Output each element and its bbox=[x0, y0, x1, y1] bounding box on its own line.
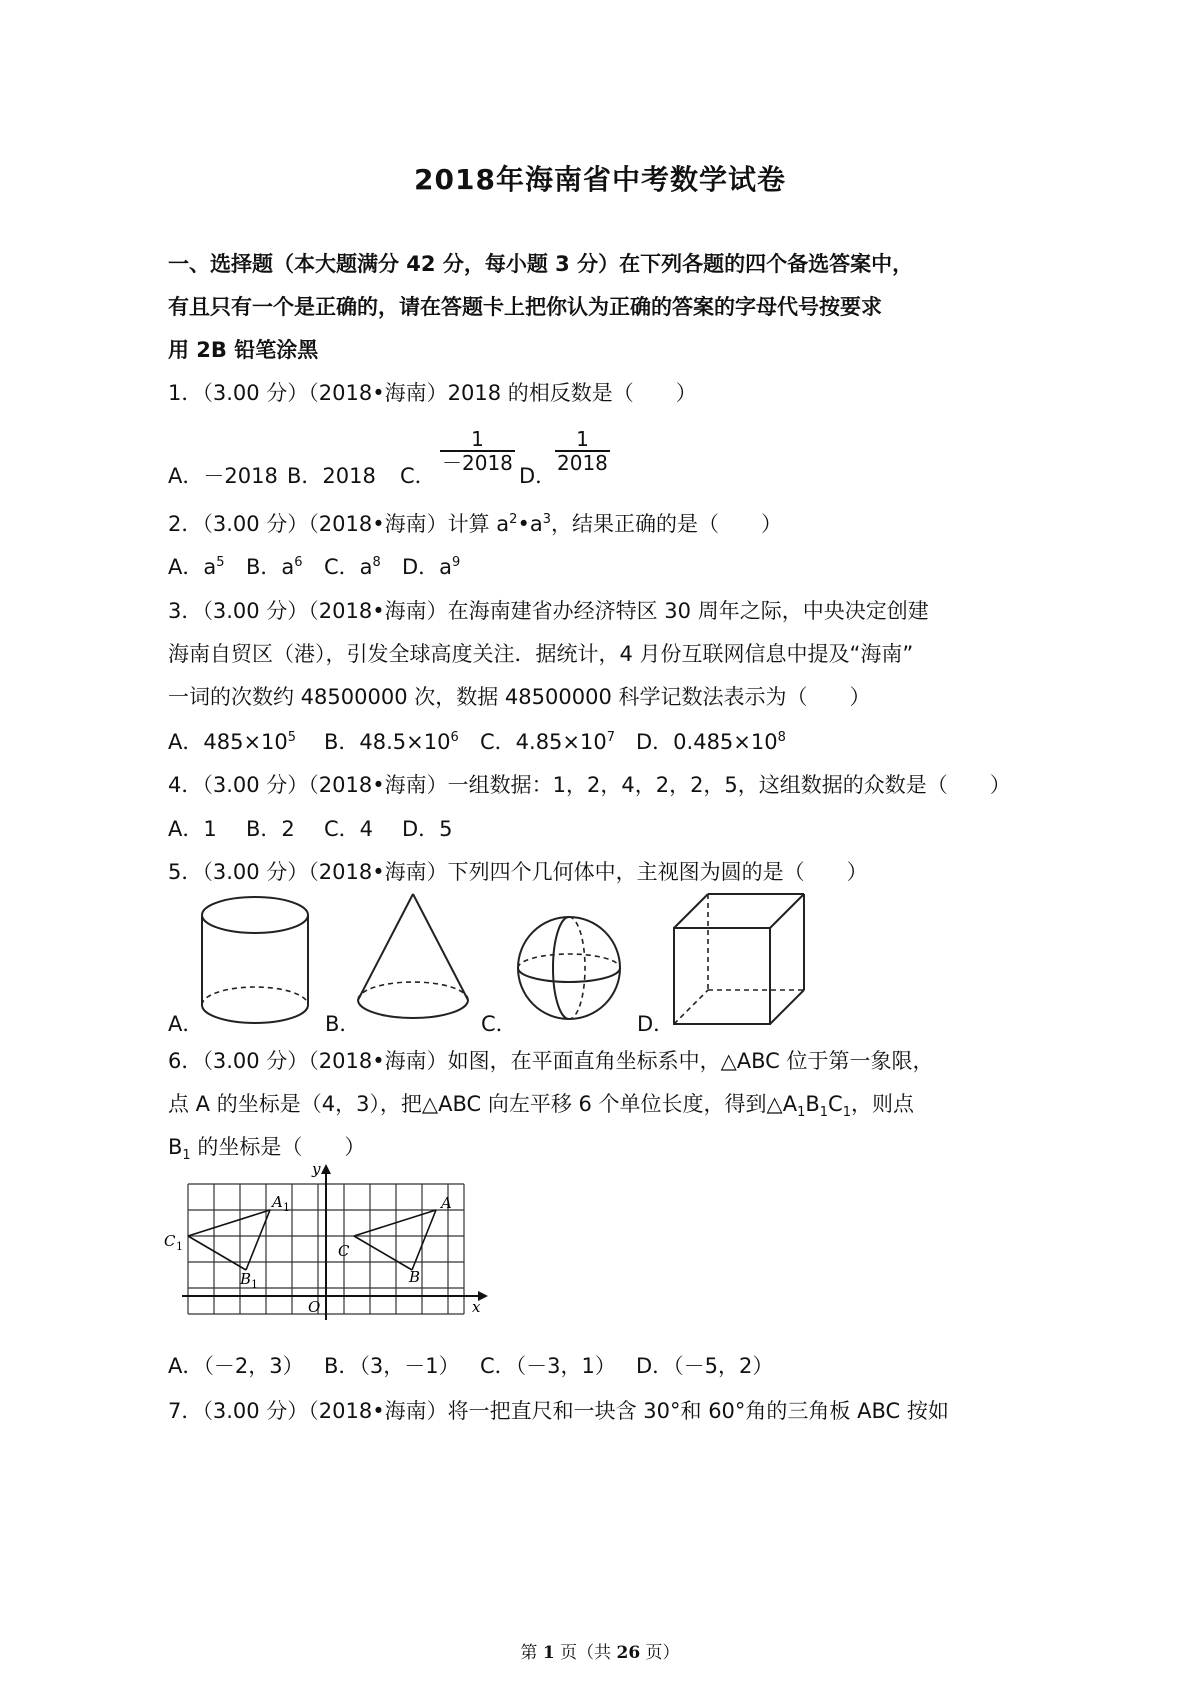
question-1-option-a: A．－2018 bbox=[168, 464, 278, 488]
question-4-option-d: D．5 bbox=[402, 817, 453, 841]
question-6-line-3: $B_1$ 的坐标是（ ） bbox=[168, 1135, 366, 1164]
page-footer: 第 1 页（共 26 页） bbox=[520, 1643, 680, 1663]
question-4-option-a: A．1 bbox=[168, 817, 217, 841]
point-label-c: C bbox=[338, 1242, 350, 1260]
point-label-a: A bbox=[441, 1194, 452, 1212]
page-total: 26 bbox=[616, 1643, 641, 1663]
question-4-stem: 4．（3.00 分）（2018•海南）一组数据：1，2，4，2，2，5，这组数据的众数是（ ） bbox=[168, 773, 1011, 797]
point-label-c1: C bbox=[164, 1232, 176, 1250]
question-6-line-1: 6．（3.00 分）（2018•海南）如图，在平面直角坐标系中，△ABC 位于第一象限， bbox=[168, 1049, 934, 1073]
fraction-denominator: 2018 bbox=[462, 451, 513, 475]
cylinder-figure bbox=[196, 893, 314, 1033]
fraction-numerator: 1 bbox=[576, 427, 589, 451]
y-axis-arrow bbox=[321, 1164, 331, 1174]
question-4-option-c: C．4 bbox=[324, 817, 374, 841]
point-label-c1-subscript: 1 bbox=[176, 1240, 183, 1253]
section-heading-line-1: 一、选择题（本大题满分 42 分，每小题 3 分）在下列各题的四个备选答案中， bbox=[168, 252, 914, 276]
question-2-option-c: C．$a^8$ bbox=[324, 555, 381, 579]
question-1-option-c-fraction bbox=[440, 428, 515, 474]
question-3-option-b: B．$48.5\times 10^6$ bbox=[324, 730, 459, 754]
question-3-option-c: C．$4.85\times 10^7$ bbox=[480, 730, 616, 754]
coordinate-grid-figure bbox=[160, 1160, 500, 1330]
section-heading-line-3: 用 2B 铅笔涂黑 bbox=[168, 338, 319, 362]
question-1-option-d-label: D． bbox=[519, 464, 557, 488]
question-3-option-a: A．$485\times 10^5$ bbox=[168, 730, 297, 754]
question-5-option-b: B． bbox=[325, 1012, 361, 1036]
point-label-a1: A bbox=[272, 1193, 283, 1211]
question-7-line-1: 7．（3.00 分）（2018•海南）将一把直尺和一块含 30°和 60°角的三角板 ABC 按如 bbox=[168, 1399, 949, 1423]
point-label-b: B bbox=[409, 1268, 421, 1286]
question-6-option-a: A．（－2，3） bbox=[168, 1354, 304, 1378]
fraction-sign: － bbox=[442, 451, 462, 475]
question-2-option-d: D．$a^9$ bbox=[402, 555, 461, 579]
cone-figure bbox=[352, 890, 474, 1030]
question-3-line-2: 海南自贸区（港），引发全球高度关注．据统计，4 月份互联网信息中提及“海南” bbox=[168, 642, 914, 666]
question-2-stem: 2．（3.00 分）（2018•海南）计算 $a^2•a^3$，结果正确的是（ ） bbox=[168, 512, 782, 536]
axis-label-x: x bbox=[472, 1298, 481, 1316]
question-5-option-c: C． bbox=[481, 1012, 517, 1036]
question-6-option-d: D．（－5，2） bbox=[636, 1354, 774, 1378]
page-number: 1 bbox=[542, 1643, 555, 1663]
point-label-b1: B bbox=[240, 1270, 252, 1288]
question-6-option-b: B．（3，－1） bbox=[324, 1354, 460, 1378]
question-1-stem: 1．（3.00 分）（2018•海南）2018 的相反数是（ ） bbox=[168, 381, 697, 405]
question-2-option-a: A．$a^5$ bbox=[168, 555, 225, 579]
question-4-option-b: B．2 bbox=[246, 817, 295, 841]
question-1-option-c-label: C． bbox=[400, 464, 436, 488]
question-5-option-a: A． bbox=[168, 1012, 204, 1036]
axis-label-y: y bbox=[312, 1160, 321, 1178]
question-3-line-1: 3．（3.00 分）（2018•海南）在海南建省办经济特区 30 周年之际，中央决定创建 bbox=[168, 599, 929, 623]
question-5-stem: 5．（3.00 分）（2018•海南）下列四个几何体中，主视图为圆的是（ ） bbox=[168, 860, 868, 884]
question-6-line-2: 点 A 的坐标是（4，3），把△ABC 向左平移 6 个单位长度，得到$\triangle A_1B_1C_1$，则点 bbox=[168, 1092, 914, 1121]
section-heading-line-2: 有且只有一个是正确的，请在答题卡上把你认为正确的答案的字母代号按要求 bbox=[168, 295, 882, 319]
sphere-figure bbox=[514, 913, 624, 1023]
point-label-b1-subscript: 1 bbox=[251, 1278, 258, 1291]
point-label-a1-subscript: 1 bbox=[283, 1201, 290, 1214]
question-6-option-c: C．（－3，1） bbox=[480, 1354, 616, 1378]
question-1-option-b: B．2018 bbox=[287, 464, 376, 488]
question-3-line-3: 一词的次数约 48500000 次，数据 48500000 科学记数法表示为（ ） bbox=[168, 685, 871, 709]
page-title: 2018年海南省中考数学试卷 bbox=[414, 163, 786, 196]
question-2-option-b: B．$a^6$ bbox=[246, 555, 303, 579]
cube-figure bbox=[668, 888, 810, 1030]
fraction-denominator: 2018 bbox=[557, 451, 608, 475]
fraction-numerator: 1 bbox=[471, 427, 484, 451]
question-1-option-d-fraction bbox=[555, 428, 610, 474]
question-5-option-d: D． bbox=[637, 1012, 675, 1036]
question-3-option-d: D．$0.485\times 10^8$ bbox=[636, 730, 786, 754]
origin-label: O bbox=[308, 1298, 321, 1316]
